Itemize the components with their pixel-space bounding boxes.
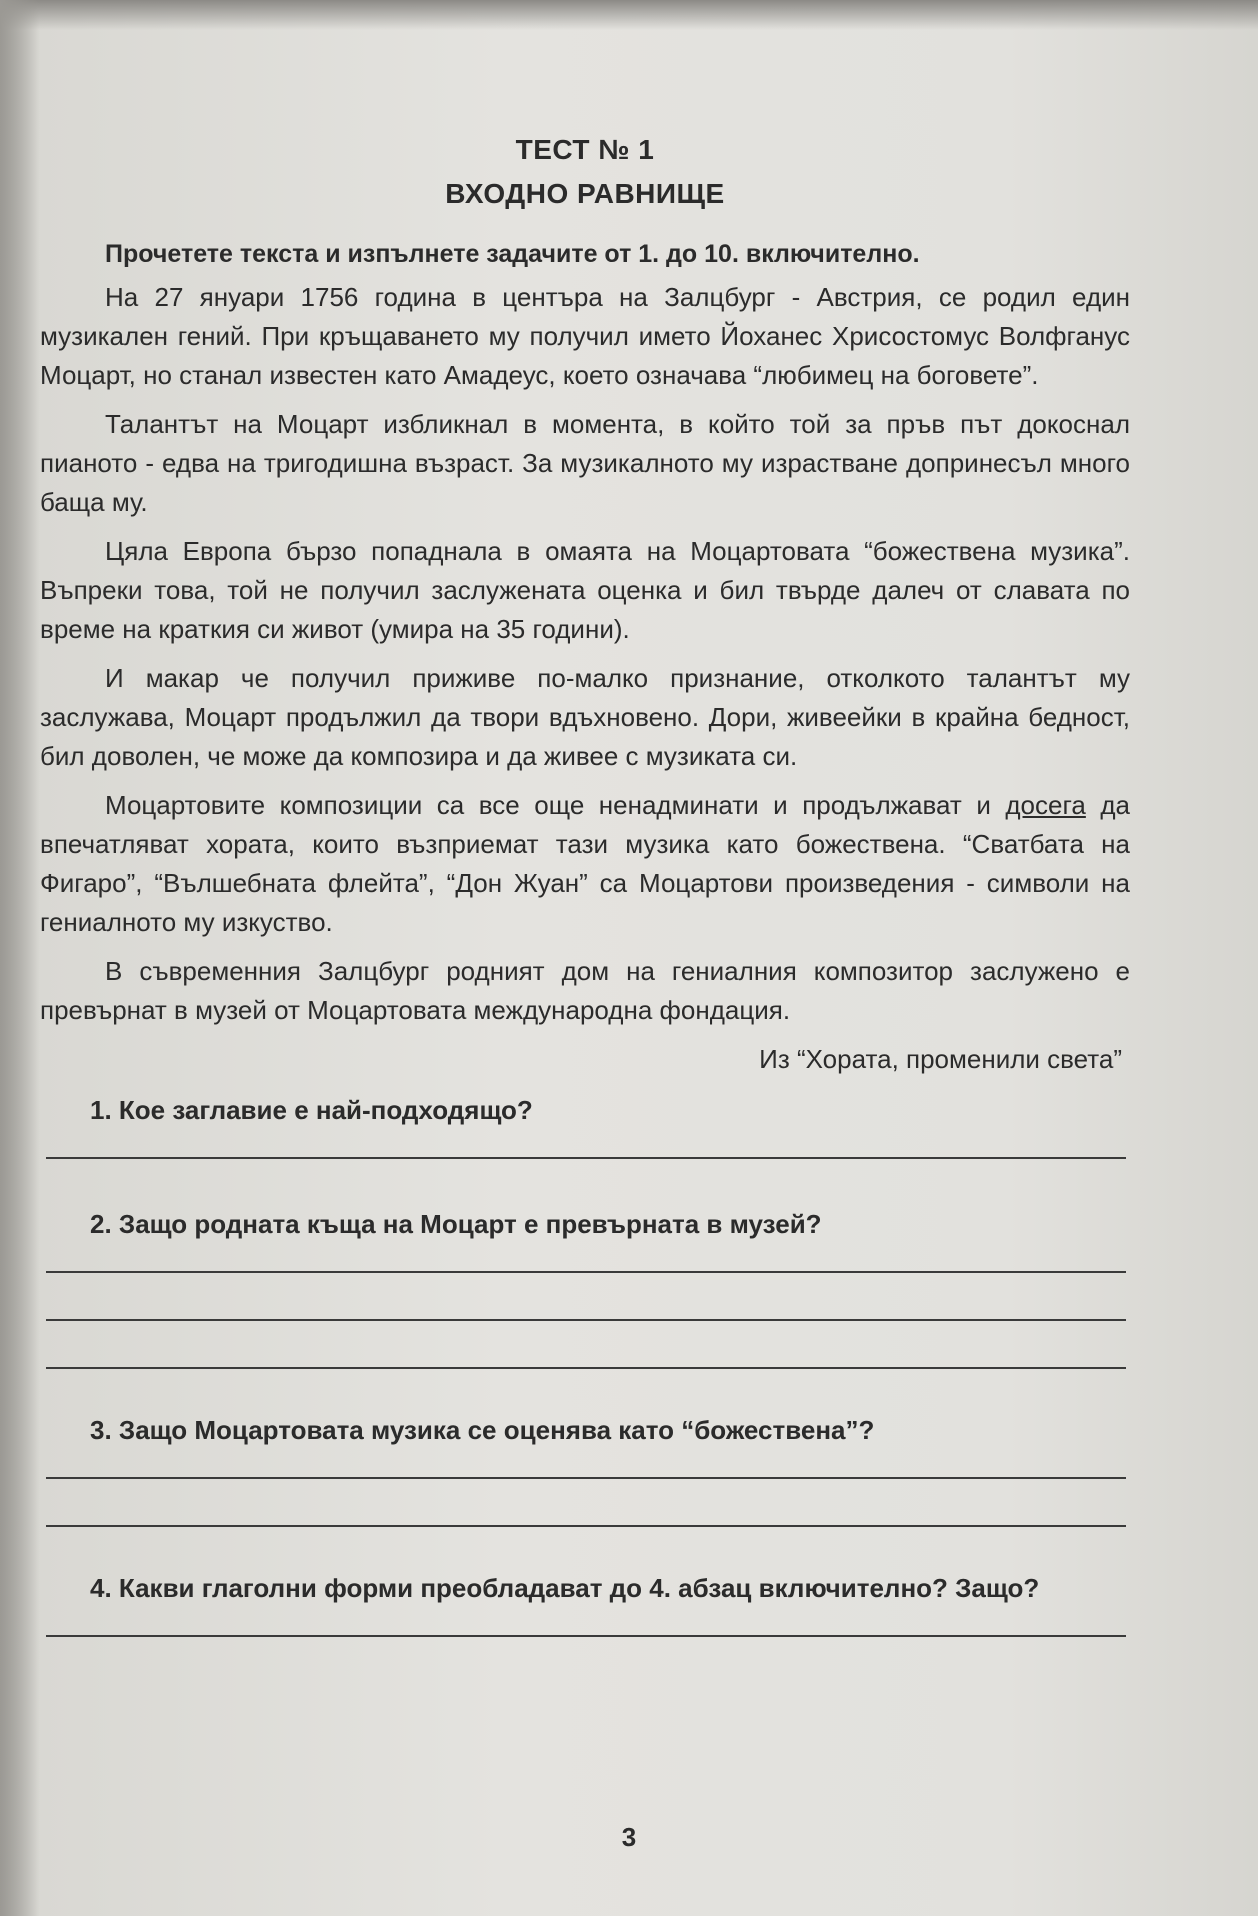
reading-paragraph-6: В съвременния Залцбург родният дом на гениалния композитор заслужено е превърнат в музей от Моцартовата международна фондация. (40, 956, 1130, 1025)
question-2: 2. Защо родната къща на Моцарт е превърната в музей? (90, 1209, 822, 1239)
page-number: 3 (621, 1822, 637, 1852)
answer-line-1[interactable] (46, 1157, 1126, 1159)
page-content (40, 128, 1130, 1637)
answer-line-2b[interactable] (46, 1319, 1126, 1321)
answer-line-2c[interactable] (46, 1367, 1126, 1369)
reading-paragraph-5 (40, 786, 1130, 942)
answer-line-2a[interactable] (46, 1271, 1126, 1273)
source-citation: Из “Хората, променили света” (759, 1044, 1122, 1074)
underlined-word: досега (1005, 790, 1086, 820)
paragraph-5-end: да впечатляват хората, които възприемат тази музика като божествена. “Сватбата на Фигаро”, “Вълшебната флейта”, “Дон Жуан” са Моцартови произведения - символи на гениалното му изкуство. (40, 790, 1131, 937)
test-subtitle-heading: ВХОДНО РАВНИЩЕ (445, 178, 725, 209)
page-shadow-left (0, 0, 40, 1916)
question-4: 4. Какви глаголни форми преобладават до 4. абзац включително? Защо? (90, 1573, 1040, 1603)
page-shadow-top (0, 0, 1258, 30)
question-3: 3. Защо Моцартовата музика се оценява като “божествена”? (90, 1415, 875, 1445)
instruction-text: Прочетете текста и изпълнете задачите от 1. до 10. включително. (105, 240, 920, 268)
reading-paragraph-1: На 27 януари 1756 година в центъра на Залцбург - Австрия, се родил един музикален гений. При кръщаването му получил името Йоханес Хрисостомус Волфганус Моцарт, но станал известен като Амадеус, което означава “любимец на боговете”. (40, 282, 1130, 390)
reading-paragraph-3: Цяла Европа бързо попаднала в омаята на Моцартовата “божествена музика”. Въпреки това, той не получил заслужената оценка и бил твърде далеч от славата по време на краткия си живот (умира на 35 години). (40, 536, 1130, 644)
paragraph-5-start: Моцартовите композиции са все още ненадминати и продължават и (105, 790, 1006, 820)
reading-paragraph-4: И макар че получил приживе по-малко признание, отколкото талантът му заслужава, Моцарт продължил да твори вдъхновено. Дори, живеейки в крайна бедност, бил доволен, че може да композира и да живее с музиката си. (40, 663, 1130, 771)
answer-line-4[interactable] (46, 1635, 1126, 1637)
answer-line-3b[interactable] (46, 1525, 1126, 1527)
answer-line-3a[interactable] (46, 1477, 1126, 1479)
question-1: 1. Кое заглавие е най-подходящо? (90, 1095, 533, 1125)
test-number-heading: ТЕСТ № 1 (515, 134, 655, 165)
reading-paragraph-2: Талантът на Моцарт избликнал в момента, в който той за пръв път докоснал пианото - едва на тригодишна възраст. За музикалното му израстване допринесъл много баща му. (40, 409, 1130, 517)
